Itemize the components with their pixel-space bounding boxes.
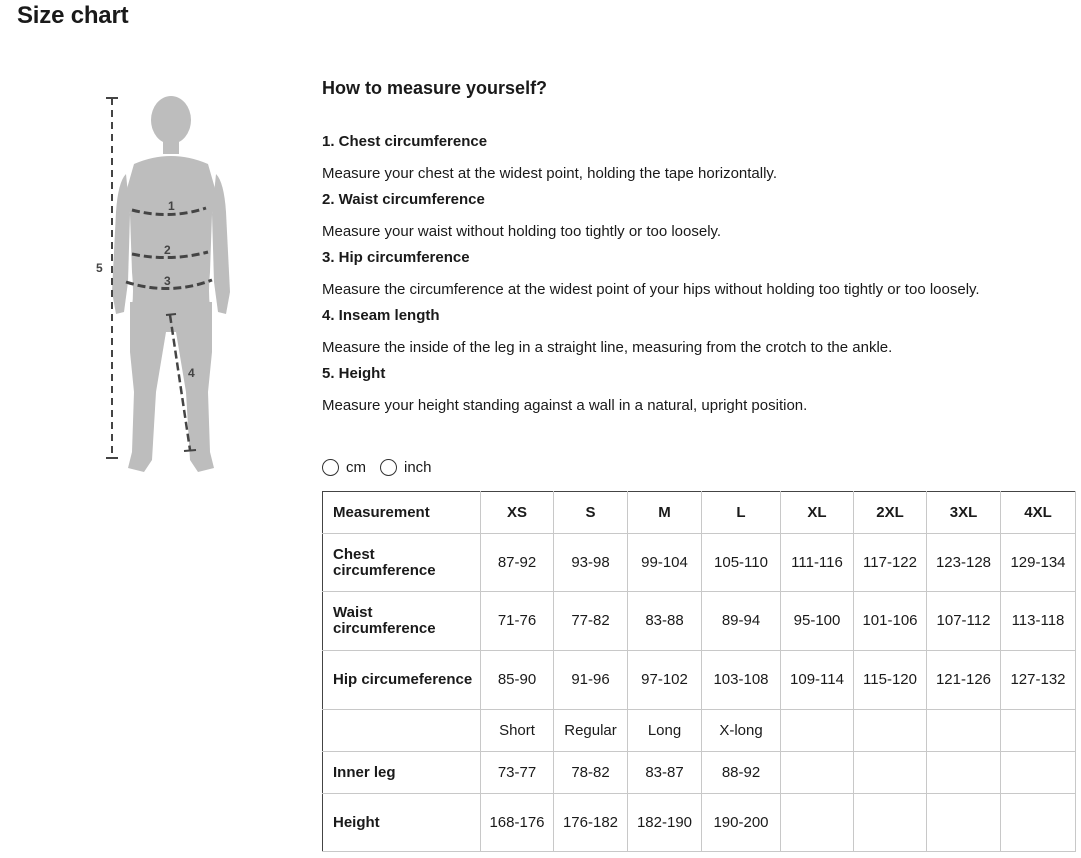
table-cell: X-long — [702, 710, 781, 752]
table-cell: 83-88 — [628, 592, 702, 651]
table-cell: 103-108 — [702, 651, 781, 710]
table-cell: 117-122 — [854, 534, 927, 592]
table-cell: Long — [628, 710, 702, 752]
unit-option-inch[interactable] — [380, 459, 432, 476]
table-row — [323, 752, 1076, 794]
header-size: 3XL — [927, 492, 1001, 534]
table-row — [323, 651, 1076, 710]
figure-label-3: 3 — [164, 274, 171, 288]
table-cell: 190-200 — [702, 794, 781, 852]
step-text-height: Measure your height standing against a wall in a natural, upright position. — [322, 397, 808, 414]
table-cell — [854, 794, 927, 852]
measure-guide — [322, 78, 1062, 420]
table-cell: 97-102 — [628, 651, 702, 710]
table-cell: 85-90 — [481, 651, 554, 710]
table-cell: 176-182 — [554, 794, 628, 852]
table-cell: 93-98 — [554, 534, 628, 592]
table-cell — [854, 752, 927, 794]
header-size: XL — [781, 492, 854, 534]
table-cell — [781, 752, 854, 794]
measurement-figure — [90, 92, 240, 482]
step-text-chest: Measure your chest at the widest point, holding the tape horizontally. — [322, 165, 777, 182]
table-row — [323, 794, 1076, 852]
table-cell: 95-100 — [781, 592, 854, 651]
row-label — [323, 710, 481, 752]
table-cell: 115-120 — [854, 651, 927, 710]
table-cell: 129-134 — [1001, 534, 1076, 592]
table-row — [323, 710, 1076, 752]
step-text-hip: Measure the circumference at the widest point of your hips without holding too tightly or too loosely. — [322, 281, 980, 298]
table-cell: 73-77 — [481, 752, 554, 794]
page-title: Size chart — [17, 2, 129, 29]
header-size: 4XL — [1001, 492, 1076, 534]
table-cell — [781, 710, 854, 752]
table-cell: 182-190 — [628, 794, 702, 852]
table-cell: Short — [481, 710, 554, 752]
unit-option-cm[interactable] — [322, 459, 366, 476]
cm-label: cm — [346, 458, 366, 476]
table-cell — [927, 710, 1001, 752]
table-cell: 121-126 — [927, 651, 1001, 710]
header-size: 2XL — [854, 492, 927, 534]
step-text-inseam: Measure the inside of the leg in a straight line, measuring from the crotch to the ankle. — [322, 339, 893, 356]
table-cell: 89-94 — [702, 592, 781, 651]
figure-label-4: 4 — [188, 366, 195, 380]
header-size: S — [554, 492, 628, 534]
table-cell: 107-112 — [927, 592, 1001, 651]
table-cell: 113-118 — [1001, 592, 1076, 651]
table-row — [323, 534, 1076, 592]
table-row — [323, 592, 1076, 651]
header-size: M — [628, 492, 702, 534]
table-cell: 127-132 — [1001, 651, 1076, 710]
row-label: Inner leg — [323, 752, 481, 794]
table-cell — [1001, 794, 1076, 852]
step-title-waist: 2. Waist circumference — [322, 191, 485, 208]
row-label: Chest circumference — [323, 534, 481, 592]
figure-label-5: 5 — [96, 261, 103, 275]
step-title-chest: 1. Chest circumference — [322, 133, 488, 150]
table-cell: 99-104 — [628, 534, 702, 592]
table-header-row — [323, 492, 1076, 534]
figure-label-1: 1 — [168, 199, 175, 213]
row-label: Height — [323, 794, 481, 852]
inch-label: inch — [404, 458, 432, 476]
row-label: Waist circumference — [323, 592, 481, 651]
step-title-hip: 3. Hip circumference — [322, 249, 470, 266]
table-cell: 71-76 — [481, 592, 554, 651]
table-cell — [1001, 710, 1076, 752]
table-cell: 109-114 — [781, 651, 854, 710]
table-cell: 111-116 — [781, 534, 854, 592]
table-cell: 168-176 — [481, 794, 554, 852]
table-cell — [1001, 752, 1076, 794]
table-cell — [781, 794, 854, 852]
figure-label-2: 2 — [164, 243, 171, 257]
step-title-height: 5. Height — [322, 365, 386, 382]
guide-title: How to measure yourself? — [322, 78, 548, 98]
cm-radio[interactable] — [322, 459, 339, 476]
row-label: Hip circumeference — [323, 651, 481, 710]
table-cell: 123-128 — [927, 534, 1001, 592]
size-table — [322, 491, 1076, 852]
header-size: L — [702, 492, 781, 534]
header-size: XS — [481, 492, 554, 534]
header-measurement: Measurement — [323, 492, 481, 534]
body-silhouette-illustration — [90, 92, 240, 482]
table-cell: 105-110 — [702, 534, 781, 592]
table-cell: 88-92 — [702, 752, 781, 794]
table-cell: 83-87 — [628, 752, 702, 794]
table-cell — [927, 794, 1001, 852]
unit-selector — [322, 457, 446, 477]
table-cell — [927, 752, 1001, 794]
table-cell: 87-92 — [481, 534, 554, 592]
table-cell — [854, 710, 927, 752]
table-cell: 91-96 — [554, 651, 628, 710]
step-title-inseam: 4. Inseam length — [322, 307, 440, 324]
table-cell: 77-82 — [554, 592, 628, 651]
table-cell: 101-106 — [854, 592, 927, 651]
inch-radio[interactable] — [380, 459, 397, 476]
table-cell: 78-82 — [554, 752, 628, 794]
step-text-waist: Measure your waist without holding too tightly or too loosely. — [322, 223, 722, 240]
table-cell: Regular — [554, 710, 628, 752]
